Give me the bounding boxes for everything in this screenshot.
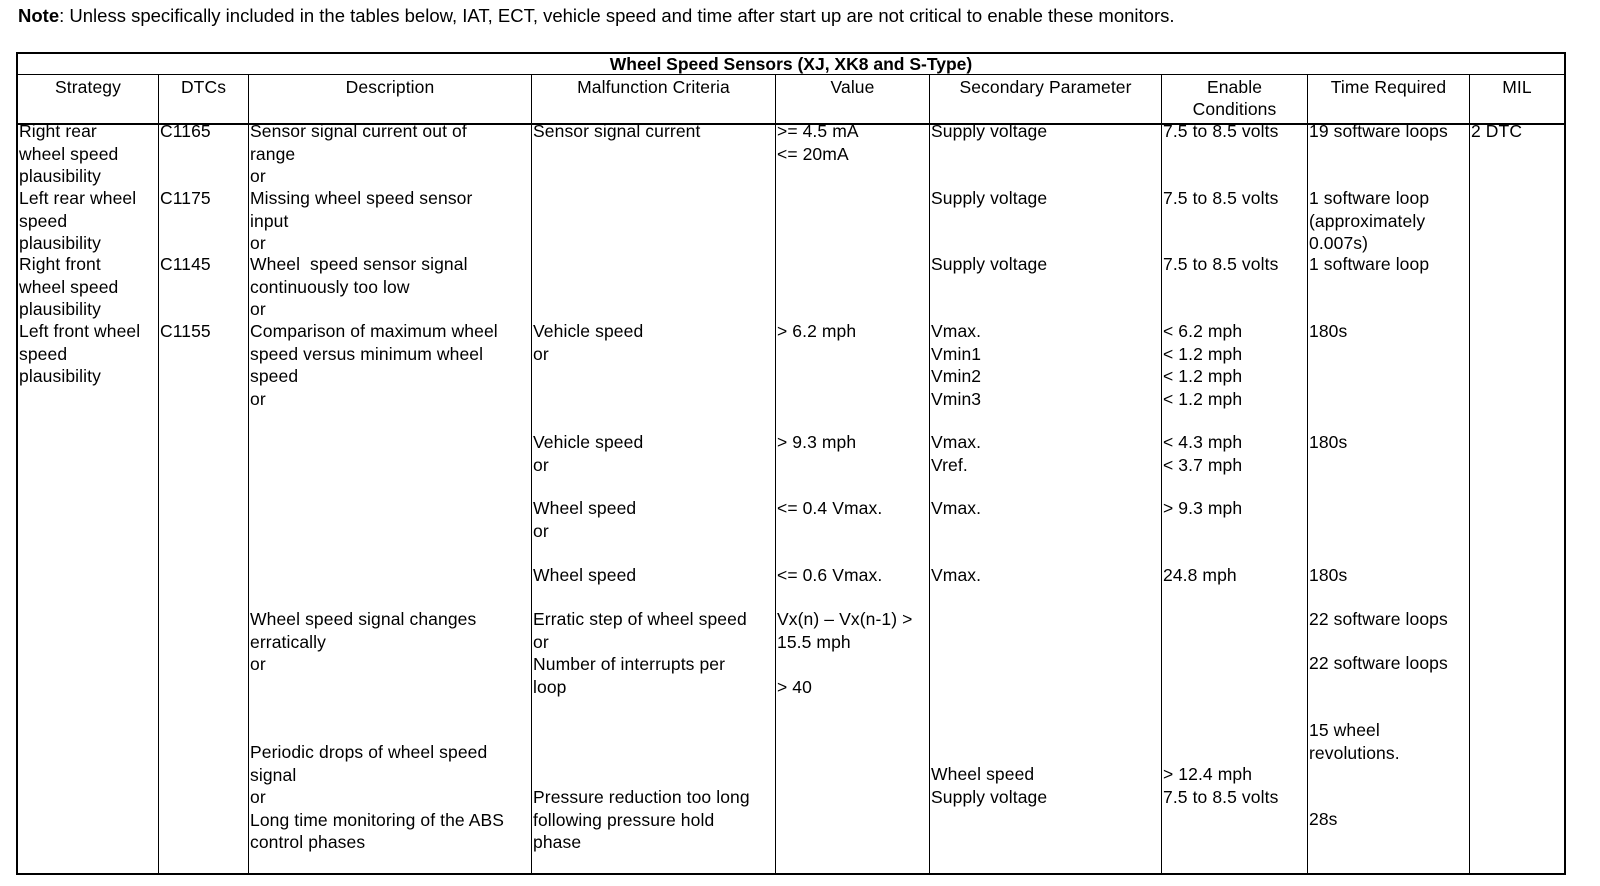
- value-0-6-vmax: <= 0.6 Vmax.: [777, 565, 883, 585]
- strategy-right-rear: Right rear wheel speed plausibility: [19, 121, 119, 186]
- enable-speed-9-3: > 9.3 mph: [1163, 498, 1243, 518]
- dtc-c1165: C1165: [160, 121, 211, 141]
- strategy-right-front: Right front wheel speed plausibility: [19, 254, 119, 319]
- header-description: Description: [345, 77, 435, 97]
- secondary-vmax-vmin: Vmax. Vmin1 Vmin2 Vmin3: [931, 321, 982, 409]
- note-text: : Unless specifically included in the tables below, IAT, ECT, vehicle speed and time after start up are not critical to enable these monitors.: [59, 5, 1175, 26]
- value-0-4-vmax: <= 0.4 Vmax.: [777, 498, 883, 518]
- col-divider-8: [1469, 74, 1470, 873]
- description-periodic-drops: Periodic drops of wheel speed signal or Long time monitoring of the ABS control phases: [250, 742, 505, 852]
- col-divider-1: [158, 74, 159, 873]
- header-enable-conditions: Enable Conditions: [1192, 77, 1277, 119]
- description-erratic-changes: Wheel speed signal changes erratically or: [250, 609, 477, 674]
- description-current-range: Sensor signal current out of range or: [250, 121, 467, 186]
- description-signal-low: Wheel speed sensor signal continuously too low or: [250, 254, 468, 319]
- secondary-vmax-2: Vmax.: [931, 565, 982, 585]
- dtc-c1155: C1155: [160, 321, 211, 341]
- malfunction-sensor-current: Sensor signal current: [533, 121, 701, 141]
- time-180s-3: 180s: [1309, 565, 1348, 585]
- enable-volts-1: 7.5 to 8.5 volts: [1163, 121, 1279, 141]
- secondary-supply-voltage-2: Supply voltage: [931, 188, 1048, 208]
- malfunction-pressure-reduction: Pressure reduction too long following pressure hold phase: [533, 787, 750, 852]
- time-180s-1: 180s: [1309, 321, 1348, 341]
- note-line: [18, 5, 1175, 27]
- header-secondary-parameter: Secondary Parameter: [959, 77, 1132, 97]
- secondary-vmax-vref: Vmax. Vref.: [931, 432, 982, 475]
- malfunction-vehicle-speed-2: Vehicle speed or: [533, 432, 644, 475]
- secondary-vmax-1: Vmax.: [931, 498, 982, 518]
- secondary-supply-voltage-3: Supply voltage: [931, 254, 1048, 274]
- malfunction-erratic-step: Erratic step of wheel speed or Number of interrupts per loop: [533, 609, 747, 697]
- dtc-c1145: C1145: [160, 254, 211, 274]
- col-divider-5: [929, 74, 930, 873]
- mil-2-dtc: 2 DTC: [1471, 121, 1523, 141]
- time-180s-2: 180s: [1309, 432, 1348, 452]
- time-1-loop: 1 software loop: [1309, 254, 1430, 274]
- col-divider-6: [1161, 74, 1162, 873]
- dtc-c1175: C1175: [160, 188, 211, 208]
- header-mil: MIL: [1502, 77, 1532, 97]
- description-missing-input: Missing wheel speed sensor input or: [250, 188, 473, 253]
- enable-volts-3: 7.5 to 8.5 volts: [1163, 254, 1279, 274]
- secondary-wheel-speed-supply: Wheel speed Supply voltage: [931, 764, 1048, 807]
- header-time-required: Time Required: [1330, 77, 1447, 97]
- note-label: Note: [18, 5, 60, 26]
- col-divider-3: [531, 74, 532, 873]
- value-current-limits: >= 4.5 mA <= 20mA: [777, 121, 859, 164]
- col-divider-4: [775, 74, 776, 873]
- table-title: Wheel Speed Sensors (XJ, XK8 and S-Type): [609, 54, 973, 74]
- malfunction-wheel-speed-2: Wheel speed: [533, 565, 637, 585]
- enable-volts-2: 7.5 to 8.5 volts: [1163, 188, 1279, 208]
- value-erratic-step: Vx(n) – Vx(n-1) > 15.5 mph > 40: [777, 609, 913, 697]
- header-strategy: Strategy: [55, 77, 121, 97]
- value-speed-9-3: > 9.3 mph: [777, 432, 857, 452]
- enable-speed-limits-1: < 6.2 mph < 1.2 mph < 1.2 mph < 1.2 mph: [1163, 321, 1243, 409]
- header-dtcs: DTCs: [180, 77, 227, 97]
- time-19-loops: 19 software loops: [1309, 121, 1448, 141]
- enable-speed-volts: > 12.4 mph 7.5 to 8.5 volts: [1163, 764, 1279, 807]
- strategy-left-rear: Left rear wheel speed plausibility: [19, 188, 137, 253]
- secondary-supply-voltage-1: Supply voltage: [931, 121, 1048, 141]
- header-malfunction-criteria: Malfunction Criteria: [577, 77, 730, 97]
- description-max-min-comparison: Comparison of maximum wheel speed versus minimum wheel speed or: [250, 321, 498, 409]
- strategy-left-front: Left front wheel speed plausibility: [19, 321, 141, 386]
- header-value: Value: [830, 77, 875, 97]
- time-28s: 28s: [1309, 809, 1338, 829]
- malfunction-wheel-speed-1: Wheel speed or: [533, 498, 637, 541]
- time-1-loop-approx: 1 software loop (approximately 0.007s): [1309, 188, 1430, 253]
- col-divider-2: [248, 74, 249, 873]
- time-22-loops-2: 22 software loops: [1309, 653, 1448, 673]
- time-15-revolutions: 15 wheel revolutions.: [1309, 720, 1400, 763]
- wheel-speed-sensors-table: [16, 52, 1566, 875]
- enable-speed-24-8: 24.8 mph: [1163, 565, 1237, 585]
- time-22-loops-1: 22 software loops: [1309, 609, 1448, 629]
- malfunction-vehicle-speed-1: Vehicle speed or: [533, 321, 644, 364]
- enable-speed-limits-2: < 4.3 mph < 3.7 mph: [1163, 432, 1243, 475]
- col-divider-7: [1307, 74, 1308, 873]
- value-speed-6-2: > 6.2 mph: [777, 321, 857, 341]
